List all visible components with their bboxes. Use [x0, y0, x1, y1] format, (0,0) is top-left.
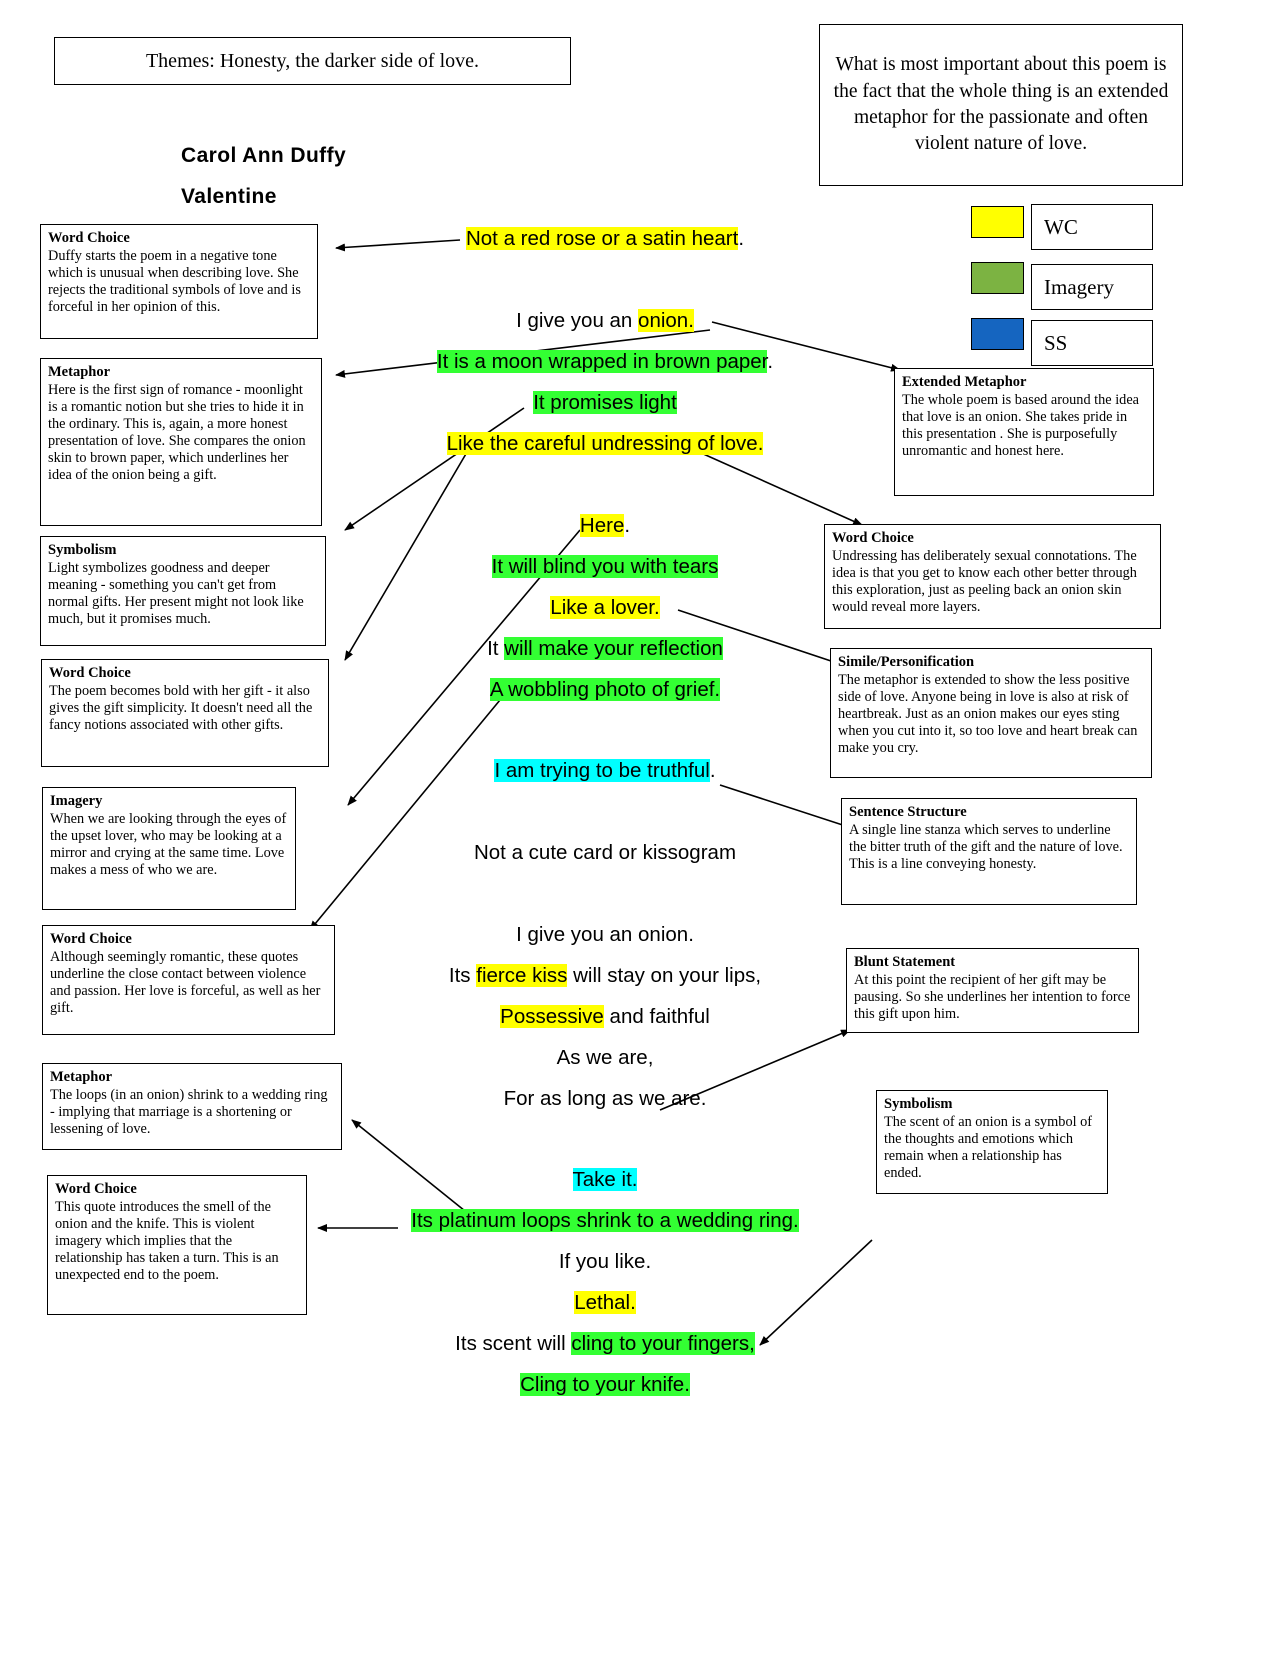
poem-line-segment: It will blind you with tears [491, 555, 719, 578]
annotation-title: Imagery [50, 793, 103, 809]
poem-line-segment: I give you an [516, 309, 639, 332]
poem-line-segment: . [738, 227, 745, 250]
annotation-body: Here is the first sign of romance - moonlight is a romantic notion but she tries to hide it in the ordinary. This is, again, a more honest presentation of love. She compares the onion skin to brown paper, which underlines her idea of the onion being a gift. [48, 381, 306, 484]
poem-line-segment: . [709, 759, 716, 782]
annotation-box [824, 524, 1161, 629]
annotation-box [894, 368, 1154, 496]
annotation-box [876, 1090, 1108, 1194]
poem-line-segment: will make your reflection [504, 637, 723, 660]
poem-line-segment: Not a cute card or kissogram [473, 841, 737, 864]
annotation-body: When we are looking through the eyes of the upset lover, who may be looking at a mirror and crying at the same time. Love makes a mess of who we are. [50, 810, 287, 879]
annotation-title: Symbolism [884, 1096, 953, 1112]
poem-line-segment: Its scent will [455, 1332, 572, 1355]
annotation-box [841, 798, 1137, 905]
poem-line-segment: Like the careful undressing of love. [446, 432, 764, 455]
themes-text: Themes: Honesty, the darker side of love. [145, 49, 480, 72]
annotation-title: Metaphor [48, 364, 111, 380]
annotation-box [41, 659, 329, 767]
poem-line-segment: I give you an onion. [516, 923, 694, 946]
poem-line-segment: Here [579, 514, 625, 537]
annotation-title: Symbolism [48, 542, 117, 558]
poem-line-segment: Possessive [500, 1005, 604, 1028]
annotation-body: Light symbolizes goodness and deeper meaning - something you can't get from normal gifts. Her present might not look like much, but it promises much. [48, 559, 304, 628]
annotation-title: Blunt Statement [854, 954, 956, 970]
annotation-body: The whole poem is based around the idea that love is an onion. She takes pride in this presentation . She is purposefully unromantic and honest here. [902, 391, 1140, 460]
poem-line-segment: For as long as we are. [503, 1087, 707, 1110]
poem-line-segment: . [767, 350, 774, 373]
poem-line-segment: . [624, 514, 631, 537]
poem-line-segment: will stay on your lips, [567, 964, 762, 987]
intro-text: What is most important about this poem is the fact that the whole thing is an extended metaphor for the passionate and often violent nature of love. [833, 54, 1169, 155]
poem-line-segment: It promises light [533, 391, 677, 414]
annotation-box [42, 925, 335, 1035]
poem-line-segment: I am trying to be truthful [494, 759, 710, 782]
themes-box [54, 37, 571, 85]
annotation-box [40, 358, 322, 526]
annotation-title: Extended Metaphor [902, 374, 1027, 390]
annotation-box [40, 224, 318, 339]
annotation-body: The metaphor is extended to show the less positive side of love. Anyone being in love is also at risk of heartbreak. Just as an onion makes our eyes sting when you cut into it, so too love and heart break can make you cry. [838, 671, 1138, 757]
intro-box [819, 24, 1183, 186]
annotation-title: Sentence Structure [849, 804, 967, 820]
poem-line-segment: It [487, 637, 505, 660]
annotation-title: Word Choice [49, 665, 131, 681]
annotation-body: The loops (in an onion) shrink to a wedding ring - implying that marriage is a shortening or lessening of love. [50, 1086, 328, 1137]
annotation-title: Word Choice [48, 230, 130, 246]
annotation-title: Word Choice [832, 530, 914, 546]
annotation-title: Word Choice [55, 1181, 137, 1197]
poem-line-segment: If you like. [558, 1250, 652, 1273]
annotation-body: Undressing has deliberately sexual connotations. The idea is that you get to know each other better through this exploration, just as peeling back an onion skin would reveal more layers. [832, 547, 1137, 616]
poem-line-segment: Not a red rose or a satin heart [465, 227, 739, 250]
poem-line-segment: onion. [638, 309, 694, 332]
poem-line-segment: fierce kiss [476, 964, 568, 987]
annotation-box [42, 1063, 342, 1150]
poem-line-segment: Lethal. [574, 1291, 636, 1314]
poem-line-segment: Like a lover. [550, 596, 660, 619]
annotation-body: At this point the recipient of her gift may be pausing. So she underlines her intention to force this gift upon him. [854, 971, 1131, 1022]
annotation-box [40, 536, 326, 646]
annotation-body: The poem becomes bold with her gift - it also gives the gift simplicity. It doesn't need all the fancy notions associated with other gifts. [49, 682, 313, 733]
key-swatch-imagery [971, 262, 1024, 294]
annotation-body: Duffy starts the poem in a negative tone which is unusual when describing love. She rejects the traditional symbols of love and is forceful in her opinion of this. [48, 247, 301, 316]
key-label-ss-text: SS [1044, 330, 1068, 355]
poem-line-segment: Its [448, 964, 477, 987]
annotation-box [846, 948, 1139, 1033]
annotation-body: Although seemingly romantic, these quotes underline the close contact between violence and passion. Her love is forceful, as well as her gift. [50, 948, 321, 1017]
poem-line-segment: Take it. [572, 1168, 638, 1191]
annotation-body: A single line stanza which serves to underline the bitter truth of the gift and the nature of love. This is a line conveying honesty. [849, 821, 1123, 872]
page-title: Valentine [181, 185, 277, 208]
key-label-imagery [1031, 264, 1153, 310]
poem-line [0, 1332, 1210, 1356]
annotation-body: This quote introduces the smell of the onion and the knife. This is violent imagery which implies that the relationship has taken a turn. This is an unexpected end to the poem. [55, 1198, 279, 1284]
annotation-box [42, 787, 296, 910]
annotation-title: Metaphor [50, 1069, 113, 1085]
annotation-box [47, 1175, 307, 1315]
key-label-imagery-text: Imagery [1044, 274, 1114, 299]
poem-line-segment: Cling to your knife. [520, 1373, 690, 1396]
annotation-title: Simile/Personification [838, 654, 975, 670]
poem-line-segment: Its platinum loops shrink to a wedding ring. [411, 1209, 799, 1232]
annotation-box [830, 648, 1152, 778]
poem-line-segment: cling to your fingers, [571, 1332, 755, 1355]
poem-line-segment: and faithful [603, 1005, 710, 1028]
poem-line [0, 1373, 1210, 1397]
poem-line-segment: It is a moon wrapped in brown paper [436, 350, 768, 373]
annotation-body: The scent of an onion is a symbol of the thoughts and emotions which remain when a relationship has ended. [884, 1113, 1093, 1182]
key-label-wc-text: WC [1044, 214, 1078, 239]
poem-author: Carol Ann Duffy [181, 144, 347, 167]
poem-line-segment: A wobbling photo of grief. [489, 678, 721, 701]
poem-line-segment: As we are, [556, 1046, 654, 1069]
annotation-title: Word Choice [50, 931, 132, 947]
